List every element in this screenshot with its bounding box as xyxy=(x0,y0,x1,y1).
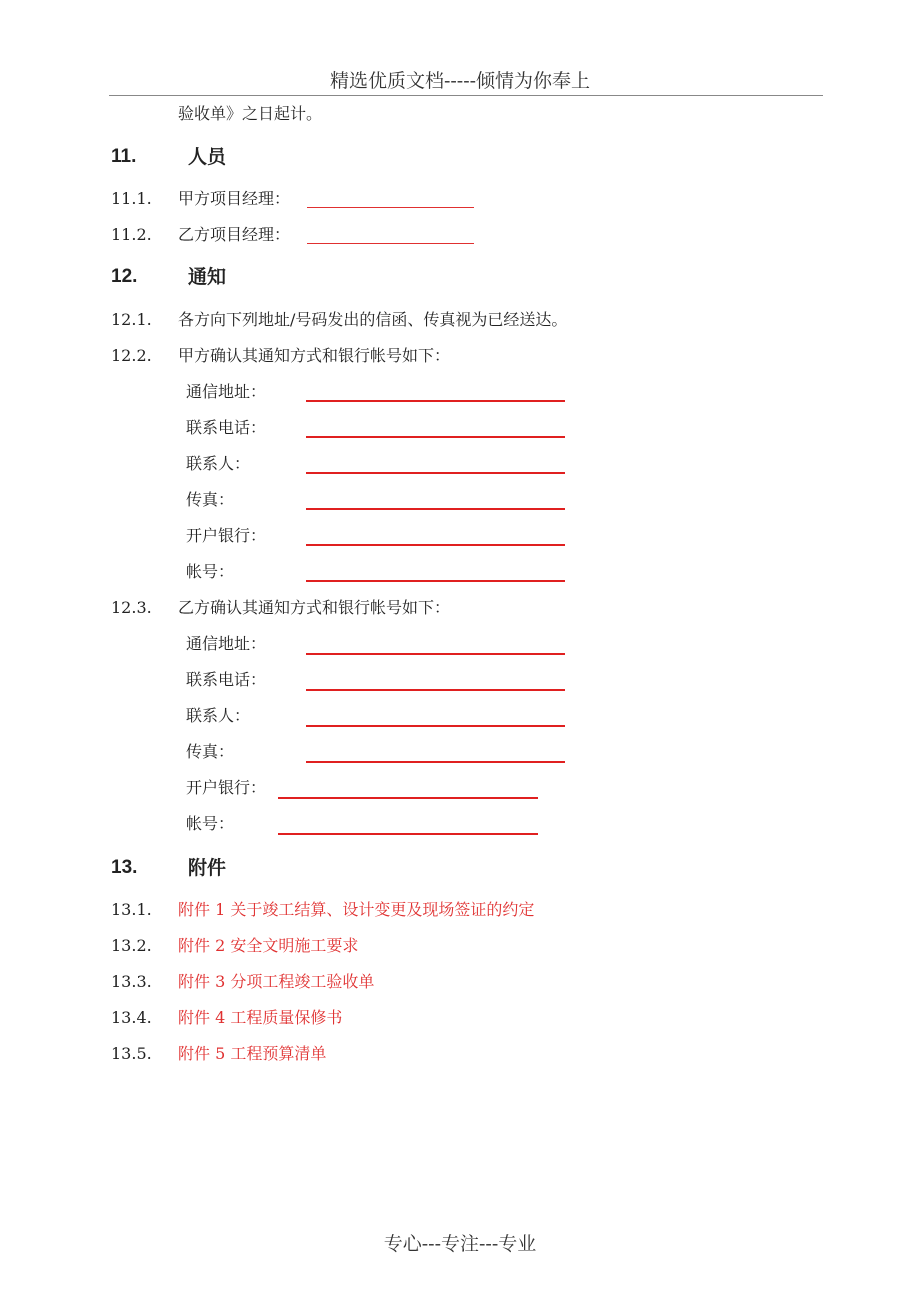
party-b-contact-label: 联系人： xyxy=(186,706,251,725)
attachment-4-link[interactable]: 附件 4 工程质量保修书 xyxy=(178,1008,343,1027)
item-12-2-text: 甲方确认其通知方式和银行帐号如下： xyxy=(178,346,451,365)
party-a-account-line xyxy=(306,580,565,582)
item-12-3-text: 乙方确认其通知方式和银行帐号如下： xyxy=(178,598,451,617)
item-11-2-number: 11.2. xyxy=(111,225,152,244)
continuation-text: 验收单》之日起计。 xyxy=(178,104,323,123)
party-a-contact-line xyxy=(306,472,565,474)
party-a-bank-label: 开户银行： xyxy=(186,526,267,545)
party-a-phone-line xyxy=(306,436,565,438)
party-b-bank-label: 开户银行： xyxy=(186,778,267,797)
party-a-fax-line xyxy=(306,508,565,510)
party-b-fax-label: 传真： xyxy=(186,742,235,761)
party-a-address-line xyxy=(306,400,565,402)
item-13-4-number: 13.4. xyxy=(111,1008,152,1027)
item-11-2-blank-line xyxy=(307,243,474,244)
item-11-1-label: 甲方项目经理： xyxy=(178,189,291,208)
party-b-address-label: 通信地址： xyxy=(186,634,267,653)
party-b-fax-line xyxy=(306,761,565,763)
party-a-contact-label: 联系人： xyxy=(186,454,251,473)
attachment-5-link[interactable]: 附件 5 工程预算清单 xyxy=(178,1044,327,1063)
party-b-phone-line xyxy=(306,689,565,691)
item-11-1-number: 11.1. xyxy=(111,189,152,208)
item-12-2-number: 12.2. xyxy=(111,346,152,365)
attachment-1-link[interactable]: 附件 1 关于竣工结算、设计变更及现场签证的约定 xyxy=(178,900,535,919)
party-a-account-label: 帐号： xyxy=(186,562,235,581)
page-header: 精选优质文档-----倾情为你奉上 xyxy=(329,70,591,92)
item-12-1-number: 12.1. xyxy=(111,310,152,329)
section-12-number: 12. xyxy=(111,266,138,287)
page-footer: 专心---专注---专业 xyxy=(383,1233,537,1255)
party-a-fax-label: 传真： xyxy=(186,490,235,509)
party-b-account-line xyxy=(278,833,538,835)
section-13-title: 附件 xyxy=(188,857,227,879)
item-12-3-number: 12.3. xyxy=(111,598,152,617)
party-b-contact-line xyxy=(306,725,565,727)
party-b-address-line xyxy=(306,653,565,655)
section-11-title: 人员 xyxy=(188,146,227,168)
item-12-1-text: 各方向下列地址/号码发出的信函、传真视为已经送达。 xyxy=(178,310,568,329)
party-b-account-label: 帐号： xyxy=(186,814,235,833)
item-13-2-number: 13.2. xyxy=(111,936,152,955)
party-a-bank-line xyxy=(306,544,565,546)
section-11-number: 11. xyxy=(111,146,137,167)
item-13-1-number: 13.1. xyxy=(111,900,152,919)
item-13-5-number: 13.5. xyxy=(111,1044,152,1063)
party-a-phone-label: 联系电话： xyxy=(186,418,267,437)
section-12-title: 通知 xyxy=(188,266,227,288)
party-b-phone-label: 联系电话： xyxy=(186,670,267,689)
section-13-number: 13. xyxy=(111,857,138,878)
party-a-address-label: 通信地址： xyxy=(186,382,267,401)
item-11-1-blank-line xyxy=(307,207,474,208)
header-divider xyxy=(109,95,823,96)
attachment-3-link[interactable]: 附件 3 分项工程竣工验收单 xyxy=(178,972,375,991)
item-11-2-label: 乙方项目经理： xyxy=(178,225,291,244)
item-13-3-number: 13.3. xyxy=(111,972,152,991)
party-b-bank-line xyxy=(278,797,538,799)
attachment-2-link[interactable]: 附件 2 安全文明施工要求 xyxy=(178,936,359,955)
